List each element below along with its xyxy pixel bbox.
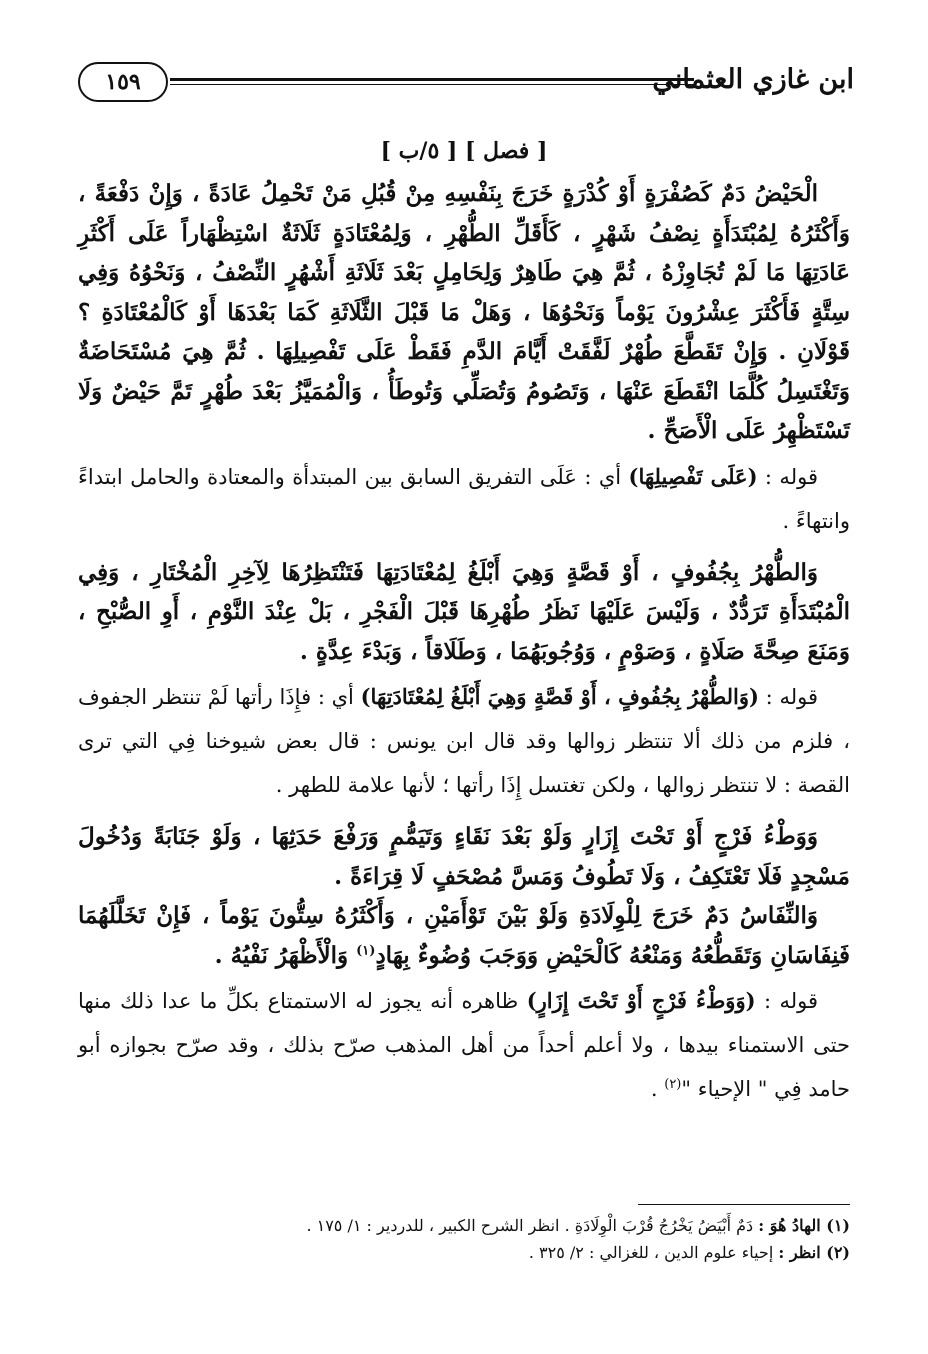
footnote-text: دَمٌ أَبْيَضُ يَخْرُجُ قُرْبَ الْوِلَادَةِ . انظر الشرح الكبير ، للدردير : ١/ ١٧٥ . bbox=[306, 1216, 759, 1235]
commentary-text: أي : عَلَى التفريق السابق بين المبتدأة والمعتادة والحامل ابتداءً وانتهاءً . bbox=[78, 464, 850, 533]
commentary-paragraph-2 bbox=[78, 675, 850, 807]
running-title: ابن غازي العثماني bbox=[652, 64, 854, 95]
commentary-text-end: . bbox=[650, 1077, 665, 1101]
commentary-paragraph-1 bbox=[78, 455, 850, 543]
commentary-text: ظاهره أنه يجوز له الاستمتاع بكلِّ ما عدا ذلك منها حتى الاستمناء بيدها ، ولا أعلم أحداً من أهل المذهب صرّح بذلك ، وقد صرّح بجوازه أبو حامد فِي " الإحياء " bbox=[78, 989, 850, 1101]
matn-text-end: وَالْأَظْهَرُ نَفْيُهُ . bbox=[214, 941, 357, 969]
footnote-2 bbox=[78, 1239, 850, 1266]
matn-paragraph-tuhr: وَالطُّهْرُ بِجُفُوفٍ ، أَوْ قَصَّةٍ وَهِيَ أَبْلَغُ لِمُعْتَادَتِهَا فَتَنْتَظِرُهَا لِآخِرِ الْمُخْتَارِ ، وَفِي الْمُبْتَدَأَةِ تَرَدُّدٌ ، وَلَيْسَ عَلَيْهَا نَظَرُ طُهْرِهَا قَبْلَ الْفَجْرِ ، بَلْ عِنْدَ النَّوْمِ ، أَوِ الصُّبْحِ ، وَمَنَعَ صِحَّةَ صَلَاةٍ ، وَصَوْمٍ ، وَوُجُوبَهُمَا ، وَطَلَاقاً ، وَبَدْءَ عِدَّةٍ . bbox=[78, 558, 850, 665]
matn-text: وَالنِّفَاسُ دَمٌ خَرَجَ لِلْوِلَادَةِ وَلَوْ بَيْنَ تَوْأَمَيْنِ ، وَأَكْثَرُهُ سِتُّونَ يَوْماً ، فَإِنْ تَخَلَّلَهُمَا فَنِفَاسَانِ وَتَقَطُّعُهُ وَمَنْعُهُ كَالْحَيْضِ وَوَجَبَ وُضُوءٌ بِهَادٍ bbox=[78, 902, 850, 969]
commentary-prefix: قوله : bbox=[758, 685, 818, 709]
footnote-marker-1: (١) bbox=[356, 942, 376, 958]
matn-paragraph-nifas bbox=[78, 896, 850, 975]
header-rule bbox=[170, 78, 694, 85]
footnote-label: (٢) انظر : bbox=[778, 1243, 850, 1262]
section-title: [ فصل ] [ ٥/ب ] bbox=[380, 138, 548, 164]
page-body bbox=[78, 138, 850, 1121]
footnote-1 bbox=[78, 1212, 850, 1239]
footnote-text: إحياء علوم الدين ، للغزالي : ٢/ ٣٢٥ . bbox=[528, 1243, 779, 1262]
commentary-paragraph-3 bbox=[78, 979, 850, 1111]
matn-paragraph-prohibitions: وَوَطْءُ فَرْجٍ أَوْ تَحْتَ إِزَارٍ وَلَوْ بَعْدَ نَقَاءٍ وَتَيَمُّمٍ وَرَفْعَ حَدَثِهَا ، وَلَوْ جَنَابَةً وَدُخُولَ مَسْجِدٍ فَلَا تَعْتَكِفُ ، وَلَا تَطُوفُ وَمَسَّ مُصْحَفٍ لَا قِرَاءَةً . bbox=[78, 823, 850, 890]
commentary-prefix: قوله : bbox=[757, 464, 818, 489]
commentary-text: أي : فإِذَا رأتها لَمْ تنتظر الجفوف ، فلزم من ذلك ألا تنتظر زوالها وقد قال ابن يونس : قال بعض شيوخنا فِي التي ترى القصة : لا تنتظر زوالها ، ولكن تغتسل إِذَا رأتها ؛ لأنها علامة للطهر . bbox=[78, 685, 850, 797]
page-number: ١٥٩ bbox=[78, 62, 168, 102]
commentary-quote: (وَالطُّهْرُ بِجُفُوفٍ ، أَوْ قَصَّةٍ وَهِيَ أَبْلَغُ لِمُعْتَادَتِهَا) bbox=[360, 684, 759, 709]
page-header bbox=[78, 62, 854, 102]
matn-paragraph-haid: الْحَيْضُ دَمٌ كَصُفْرَةٍ أَوْ كُدْرَةٍ خَرَجَ بِنَفْسِهِ مِنْ قُبُلِ مَنْ تَحْمِلُ عَادَةً ، وَإِنْ دَفْعَةً ، وَأَكْثَرُهُ لِمُبْتَدَأَةٍ نِصْفُ شَهْرٍ ، كَأَقَلِّ الطُّهْرِ ، وَلِمُعْتَادَةٍ ثَلَاثَةٌ اسْتِظْهَاراً عَلَى أَكْثَرِ عَادَتِهَا مَا لَمْ تُجَاوِزْهُ ، ثُمَّ هِيَ طَاهِرٌ وَلِحَامِلٍ بَعْدَ ثَلَاثَةِ أَشْهُرٍ النِّصْفُ ، وَنَحْوُهُ وَفِي سِتَّةٍ فَأَكْثَرَ عِشْرُونَ يَوْماً وَنَحْوُهَا ، وَهَلْ مَا قَبْلَ الثَّلَاثَةِ كَمَا بَعْدَهَا أَوْ كَالْمُعْتَادَةِ ؟ قَوْلَانِ . وَإِنْ تَقَطَّعَ طُهْرٌ لَفَّقَتْ أَيَّامَ الدَّمِ فَقَطْ عَلَى تَفْصِيلِهَا . ثُمَّ هِيَ مُسْتَحَاضَةٌ وَتَغْتَسِلُ كُلَّمَا انْقَطَعَ عَنْهَا ، وَتَصُومُ وَتُصَلِّي وَتُوطَأُ ، وَالْمُمَيَّزُ بَعْدَ طُهْرٍ تَمَّ حَيْضٌ وَلَا تَسْتَظْهِرُ عَلَى الْأَصَحِّ . bbox=[78, 180, 850, 444]
footnote-marker-2: (٢) bbox=[664, 1077, 682, 1092]
footnote-label: (١) الهادُ هُوَ : bbox=[758, 1216, 850, 1235]
commentary-prefix: قوله : bbox=[755, 989, 819, 1013]
commentary-quote: (عَلَى تَفْصِيلِهَا) bbox=[628, 463, 758, 489]
footnote-separator bbox=[638, 1204, 850, 1205]
commentary-quote: (وَوَطْءُ فَرْجٍ أَوْ تَحْتَ إِزَارٍ) bbox=[526, 988, 756, 1013]
footnotes bbox=[78, 1212, 850, 1266]
